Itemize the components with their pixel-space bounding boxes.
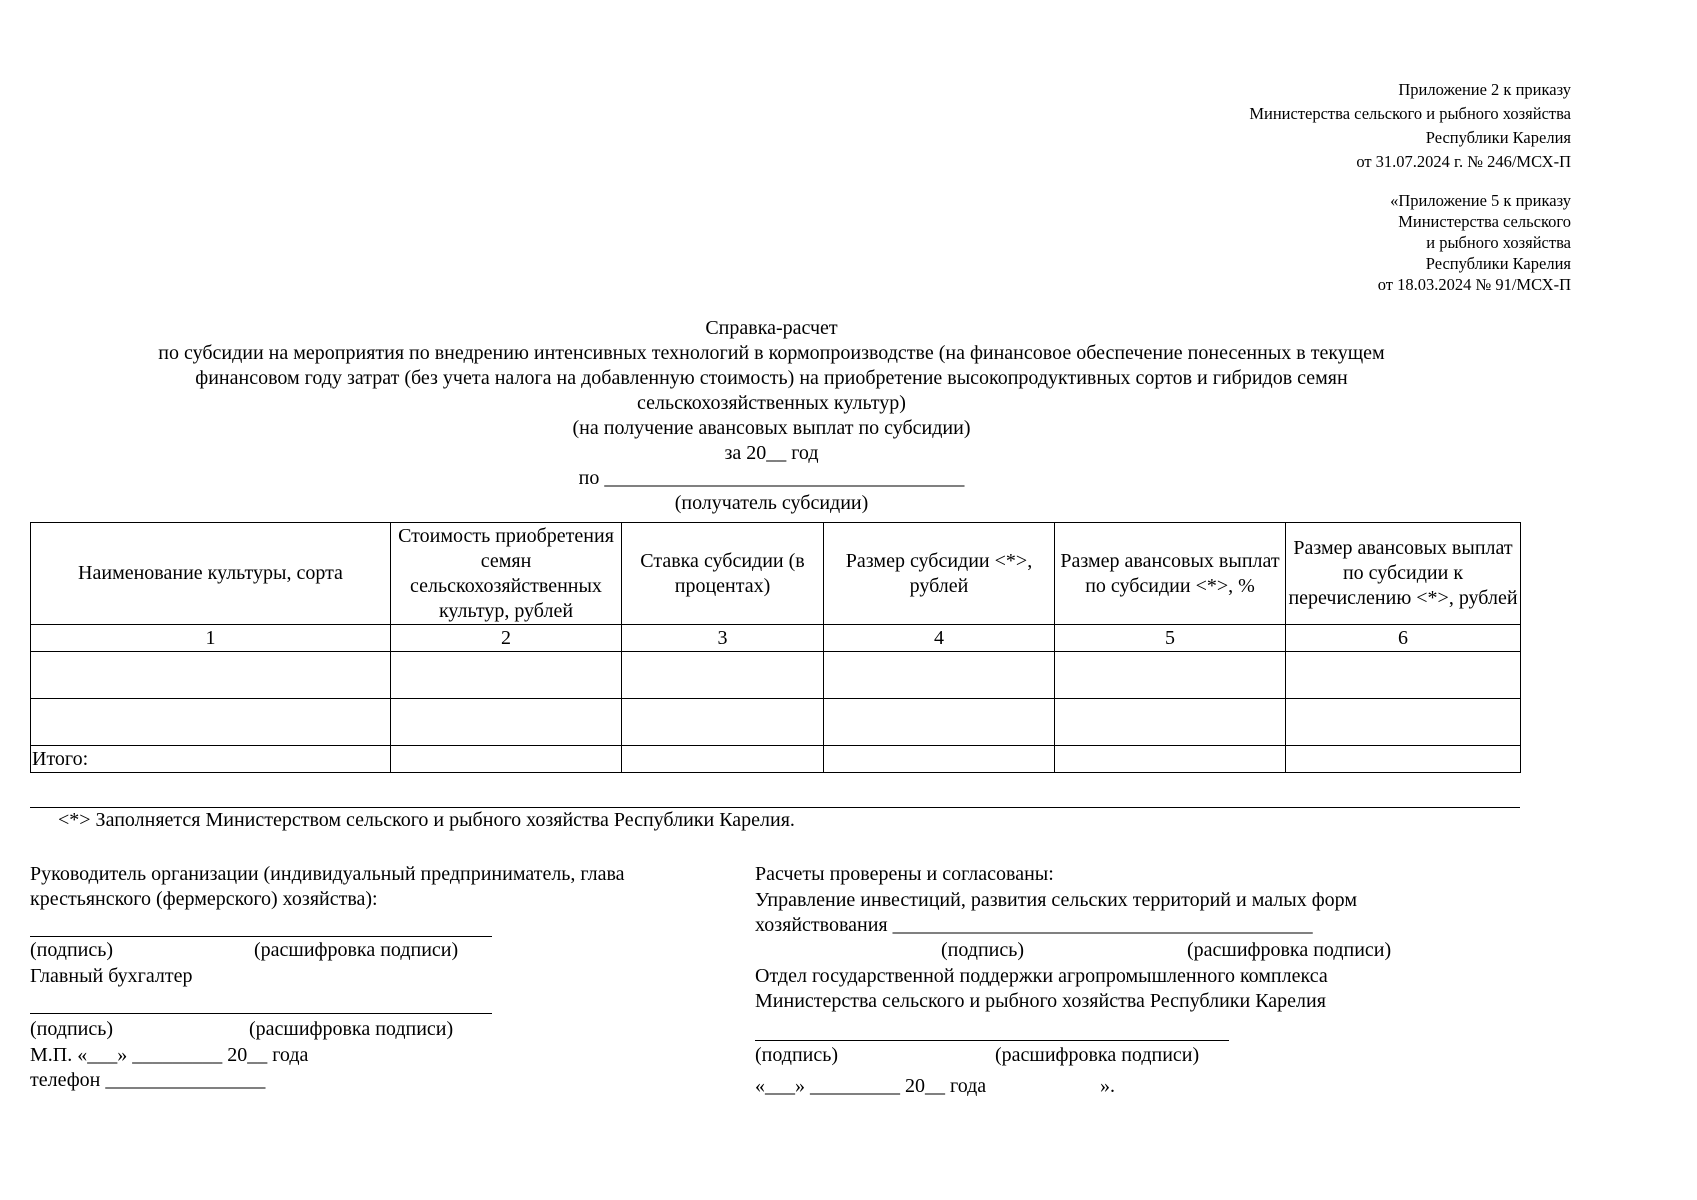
- document-title-block: [0, 316, 1543, 516]
- signature-caption: (подпись): [30, 939, 114, 961]
- subsidy-table: [30, 522, 1521, 773]
- signature-decode-caption: (расшифровка подписи): [249, 1018, 454, 1040]
- column-header: Наименование культуры, сорта: [31, 523, 391, 625]
- column-header: Размер авансовых выплат по субсидии к перечислению <*>, рублей: [1286, 523, 1521, 625]
- column-number: 6: [1286, 625, 1521, 652]
- column-header: Стоимость приобретения семян сельскохозяйственных культур, рублей: [391, 523, 622, 625]
- footnote: <*> Заполняется Министерством сельского и рыбного хозяйства Республики Карелия.: [58, 809, 795, 831]
- department-name: Управление инвестиций, развития сельских территорий и малых форм хозяйствования __________________________________________: [755, 889, 1358, 936]
- appendix-line: «Приложение 5 к приказу: [1390, 191, 1571, 210]
- head-signature-line[interactable]: [30, 936, 492, 937]
- signature-caption: (подпись): [755, 1044, 839, 1066]
- department2-signature-line[interactable]: [755, 1040, 1229, 1041]
- appendix-line: от 18.03.2024 № 91/МСХ-П: [1377, 275, 1571, 294]
- year-line: за 20__ год: [724, 442, 819, 464]
- signature-caption: (подпись): [30, 1018, 114, 1040]
- table-row: [31, 652, 1521, 699]
- title-line: финансовом году затрат (без учета налога на добавленную стоимость) на приобретение высокопродуктивных сортов и гибридов семян: [195, 367, 1348, 389]
- table-cell[interactable]: [1286, 652, 1521, 699]
- table-cell[interactable]: [31, 699, 391, 746]
- table-cell[interactable]: [622, 746, 824, 773]
- recipient-caption: (получатель субсидии): [674, 492, 869, 514]
- table-cell[interactable]: [1286, 699, 1521, 746]
- accountant-label: Главный бухгалтер: [30, 965, 193, 987]
- signature-decode-caption: (расшифровка подписи): [995, 1044, 1200, 1066]
- column-header: Размер авансовых выплат по субсидии <*>, %: [1055, 523, 1286, 625]
- table-cell[interactable]: [391, 652, 622, 699]
- table-cell[interactable]: [1055, 699, 1286, 746]
- department2-name: Отдел государственной поддержки агропромышленного комплекса Министерства сельского и рыбного хозяйства Республики Карелия: [755, 965, 1328, 1012]
- stamp-date-line: М.П. «___» _________ 20__ года: [30, 1044, 309, 1066]
- title-line: (на получение авансовых выплат по субсидии): [572, 417, 971, 439]
- appendix-line: Министерства сельского: [1398, 212, 1571, 231]
- approval-date-line: «___» _________ 20__ года: [755, 1075, 987, 1097]
- signature-decode-caption: (расшифровка подписи): [1187, 939, 1392, 961]
- table-cell[interactable]: [391, 699, 622, 746]
- appendix-line: Приложение 2 к приказу: [1398, 80, 1571, 99]
- column-number: 4: [824, 625, 1055, 652]
- appendix-line: от 31.07.2024 г. № 246/МСХ-П: [1356, 152, 1571, 171]
- table-header-row: [31, 523, 1521, 625]
- table-cell[interactable]: [622, 652, 824, 699]
- table-cell[interactable]: [1286, 746, 1521, 773]
- total-row: [31, 746, 1521, 773]
- previous-appendix-header: [1378, 190, 1571, 295]
- column-number: 1: [31, 625, 391, 652]
- approval-title: Расчеты проверены и согласованы:: [755, 863, 1054, 885]
- title-line: по субсидии на мероприятия по внедрению интенсивных технологий в кормопроизводстве (на финансовое обеспечение понесенных в текущем: [158, 342, 1385, 364]
- appendix-header: [1249, 78, 1571, 174]
- column-header: Ставка субсидии (в процентах): [622, 523, 824, 625]
- table-row: [31, 699, 1521, 746]
- table-cell[interactable]: [1055, 746, 1286, 773]
- table-cell[interactable]: [824, 699, 1055, 746]
- title-line: сельскохозяйственных культур): [637, 392, 906, 414]
- appendix-line: Министерства сельского и рыбного хозяйства: [1249, 104, 1571, 123]
- table-cell[interactable]: [622, 699, 824, 746]
- table-cell[interactable]: [1055, 652, 1286, 699]
- closing-quote: ».: [1100, 1075, 1115, 1097]
- table-cell[interactable]: [824, 746, 1055, 773]
- table-cell[interactable]: [824, 652, 1055, 699]
- appendix-line: и рыбного хозяйства: [1426, 233, 1571, 252]
- column-number: 5: [1055, 625, 1286, 652]
- column-number: 3: [622, 625, 824, 652]
- signature-decode-caption: (расшифровка подписи): [254, 939, 459, 961]
- table-cell[interactable]: [31, 652, 391, 699]
- column-number: 2: [391, 625, 622, 652]
- appendix-line: Республики Карелия: [1425, 254, 1571, 273]
- appendix-line: Республики Карелия: [1425, 128, 1571, 147]
- head-signature-title: Руководитель организации (индивидуальный предприниматель, глава крестьянского (фермерского) хозяйства):: [30, 863, 625, 910]
- column-number-row: [31, 625, 1521, 652]
- total-label: Итого:: [31, 746, 391, 773]
- column-header: Размер субсидии <*>, рублей: [824, 523, 1055, 625]
- signature-caption: (подпись): [941, 939, 1025, 961]
- document-title: Справка-расчет: [705, 317, 838, 339]
- table-cell[interactable]: [391, 746, 622, 773]
- accountant-signature-line[interactable]: [30, 1013, 492, 1014]
- phone-line: телефон ________________: [30, 1069, 266, 1091]
- recipient-line: по ____________________________________: [578, 467, 965, 489]
